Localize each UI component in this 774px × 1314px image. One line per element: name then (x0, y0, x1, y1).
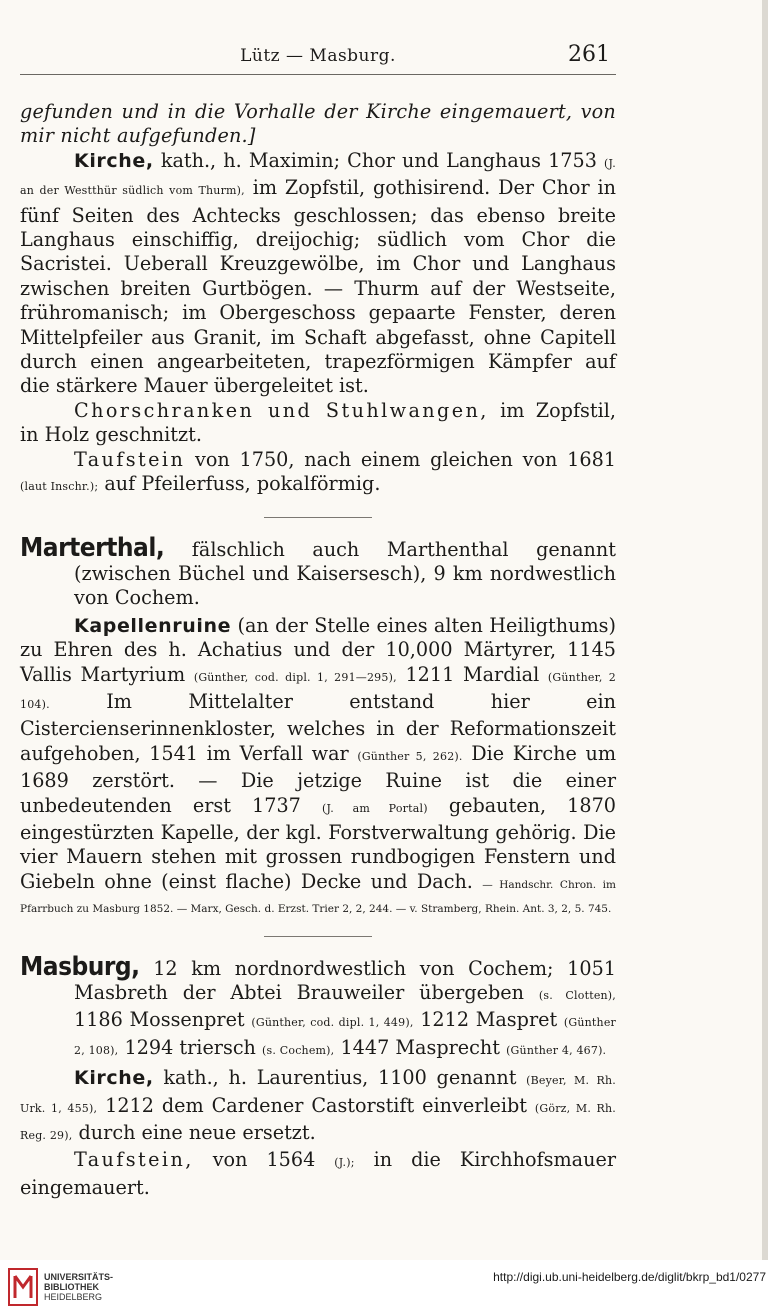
library-name-line: BIBLIOTHEK (44, 1282, 99, 1292)
university-logo[interactable] (8, 1268, 38, 1311)
citation: (Günther, cod. dipl. 1, 449), (251, 1016, 414, 1030)
paragraph-taufstein-masburg (20, 1148, 616, 1200)
entry-masburg (20, 951, 616, 1064)
citation: (Günther 5, 262). (357, 749, 463, 763)
paragraph-kirche-masburg (20, 1066, 616, 1148)
text: im Zopfstil, in Holz geschnitzt. (20, 398, 616, 447)
keyword-chorschranken: Chorschranken und Stuhlwangen, (74, 398, 489, 422)
text: von 1564 (193, 1148, 335, 1172)
library-logo-icon (8, 1268, 38, 1306)
citation: (laut Inschr.); (20, 480, 99, 494)
entry-marterthal (20, 532, 616, 611)
text: 1294 triersch (118, 1035, 263, 1059)
paragraph-taufstein-lutz (20, 448, 616, 500)
keyword-taufstein: Taufstein (74, 447, 186, 471)
keyword-kapellenruine: Kapellenruine (74, 614, 232, 637)
place-name-marterthal: Marterthal, (20, 532, 165, 563)
text: kath., h. Maximin; Chor und Langhaus 1753 (153, 148, 605, 172)
section-divider (264, 936, 372, 937)
citation: (s. Cochem), (262, 1043, 335, 1057)
viewer-footer (0, 1260, 774, 1314)
citation: (Beyer, M. Rh. Urk. 1, 455), (20, 1074, 616, 1115)
place-name-masburg: Masburg, (20, 951, 140, 982)
page-body (20, 100, 616, 1200)
text: in die Kirchhofsmauer eingemauert. (20, 1148, 616, 1199)
library-name-line: UNIVERSITÄTS- (44, 1272, 114, 1282)
bibliography-note: — Handschr. Chron. im Pfarrbuch zu Masburg 1852. — Marx, Gesch. d. Erzst. Trier 2, 2, 244. — v. Stramberg, Rhein. Ant. 3, 2, 5. 745. (20, 878, 616, 916)
library-name-line: HEIDELBERG (44, 1292, 103, 1302)
text: im Zopfstil, gothisirend. Der Chor in fünf Seiten des Achtecks geschlossen; das ebenso breite Langhaus einschiffig, dreijochig; südlich vom Chor die Sacristei. Ueberall Kreuzgewölbe, im Chor und Langhaus zwischen breiten Gurtbögen. — Thurm auf der Westseite, frühromanisch; im Obergeschoss gepaarte Fenster, deren Mittelpfeiler aus Granit, im Schaft abgefasst, ohne Capitell durch einen angearbeiteten, trapezförmigen Kämpfer auf die stärkere Mauer übergeleitet ist. (20, 176, 616, 398)
page-edge (762, 0, 768, 1260)
citation: (Günther, cod. dipl. 1, 291—295), (193, 670, 397, 684)
running-title: Lütz — Masburg. (240, 46, 396, 66)
text: (an der Stelle eines alten Heiligthums) zu Ehren des h. Achatius und der 10,000 Märtyrer, 1145 Vallis Martyrium (20, 613, 616, 686)
text: gebauten, 1870 eingestürzten Kapelle, der kgl. Forstverwaltung gehörig. Die vier Mauern stehen mit grossen rundbogigen Fenstern und Giebeln ohne (einst flache) Decke und Dach. (20, 793, 616, 893)
text: 12 km nordnordwestlich von Cochem; 1051 Masbreth der Abtei Brauweiler übergeben (74, 956, 616, 1004)
section-divider (264, 517, 372, 518)
text: 1212 dem Cardener Castorstift einverleibt (97, 1093, 535, 1117)
library-name (44, 1272, 113, 1302)
citation: (s. Clotten), (538, 989, 616, 1002)
text: Im Mittelalter entstand hier ein Cistercienserinnenkloster, welches in der Reformationszeit aufgehoben, 1541 im Verfall war (20, 689, 616, 765)
keyword-kirche: Kirche, (74, 1067, 154, 1090)
citation: (Günther 4, 467). (506, 1043, 607, 1057)
text: 1447 Masprecht (334, 1035, 507, 1059)
text: auf Pfeilerfuss, pokalförmig. (98, 472, 381, 496)
keyword-taufstein: Taufstein, (74, 1148, 194, 1172)
paragraph-chorschranken (20, 399, 616, 448)
text: kath., h. Laurentius, 1100 genannt (153, 1066, 527, 1090)
text: fälschlich auch Marthenthal genannt (zwischen Büchel und Kaisersesch), 9 km nordwestlich von Cochem. (74, 537, 616, 610)
citation: (Günther 2, 108), (74, 1016, 616, 1057)
keyword-kirche: Kirche, (74, 149, 154, 172)
text: Die Kirche um 1689 zerstört. — Die jetzige Ruine ist die einer unbedeutenden erst 1737 (20, 741, 617, 817)
text: 1186 Mossenpret (74, 1008, 252, 1032)
paragraph-intro: gefunden und in die Vorhalle der Kirche eingemauert, von mir nicht aufgefunden.] (20, 100, 616, 148)
paragraph-kirche-lutz (20, 149, 616, 399)
permalink-url[interactable]: http://digi.ub.uni-heidelberg.de/diglit/bkrp_bd1/0277 (493, 1270, 766, 1284)
text: von 1750, nach einem gleichen von 1681 (185, 447, 616, 471)
text: 1212 Maspret (413, 1008, 564, 1032)
text: durch eine neue ersetzt. (72, 1121, 316, 1145)
text: 1211 Mardial (396, 662, 548, 686)
citation: (Görz, M. Rh. Reg. 29), (20, 1101, 616, 1143)
citation: (J. an der Westthür südlich vom Thurm), (20, 156, 616, 198)
page-header (20, 40, 616, 75)
citation: (J.); (334, 1156, 355, 1170)
page-number: 261 (568, 42, 610, 67)
citation: (J. am Portal) (321, 801, 428, 815)
paragraph-kapellenruine (20, 614, 616, 919)
citation: (Günther, 2 104). (20, 670, 616, 711)
